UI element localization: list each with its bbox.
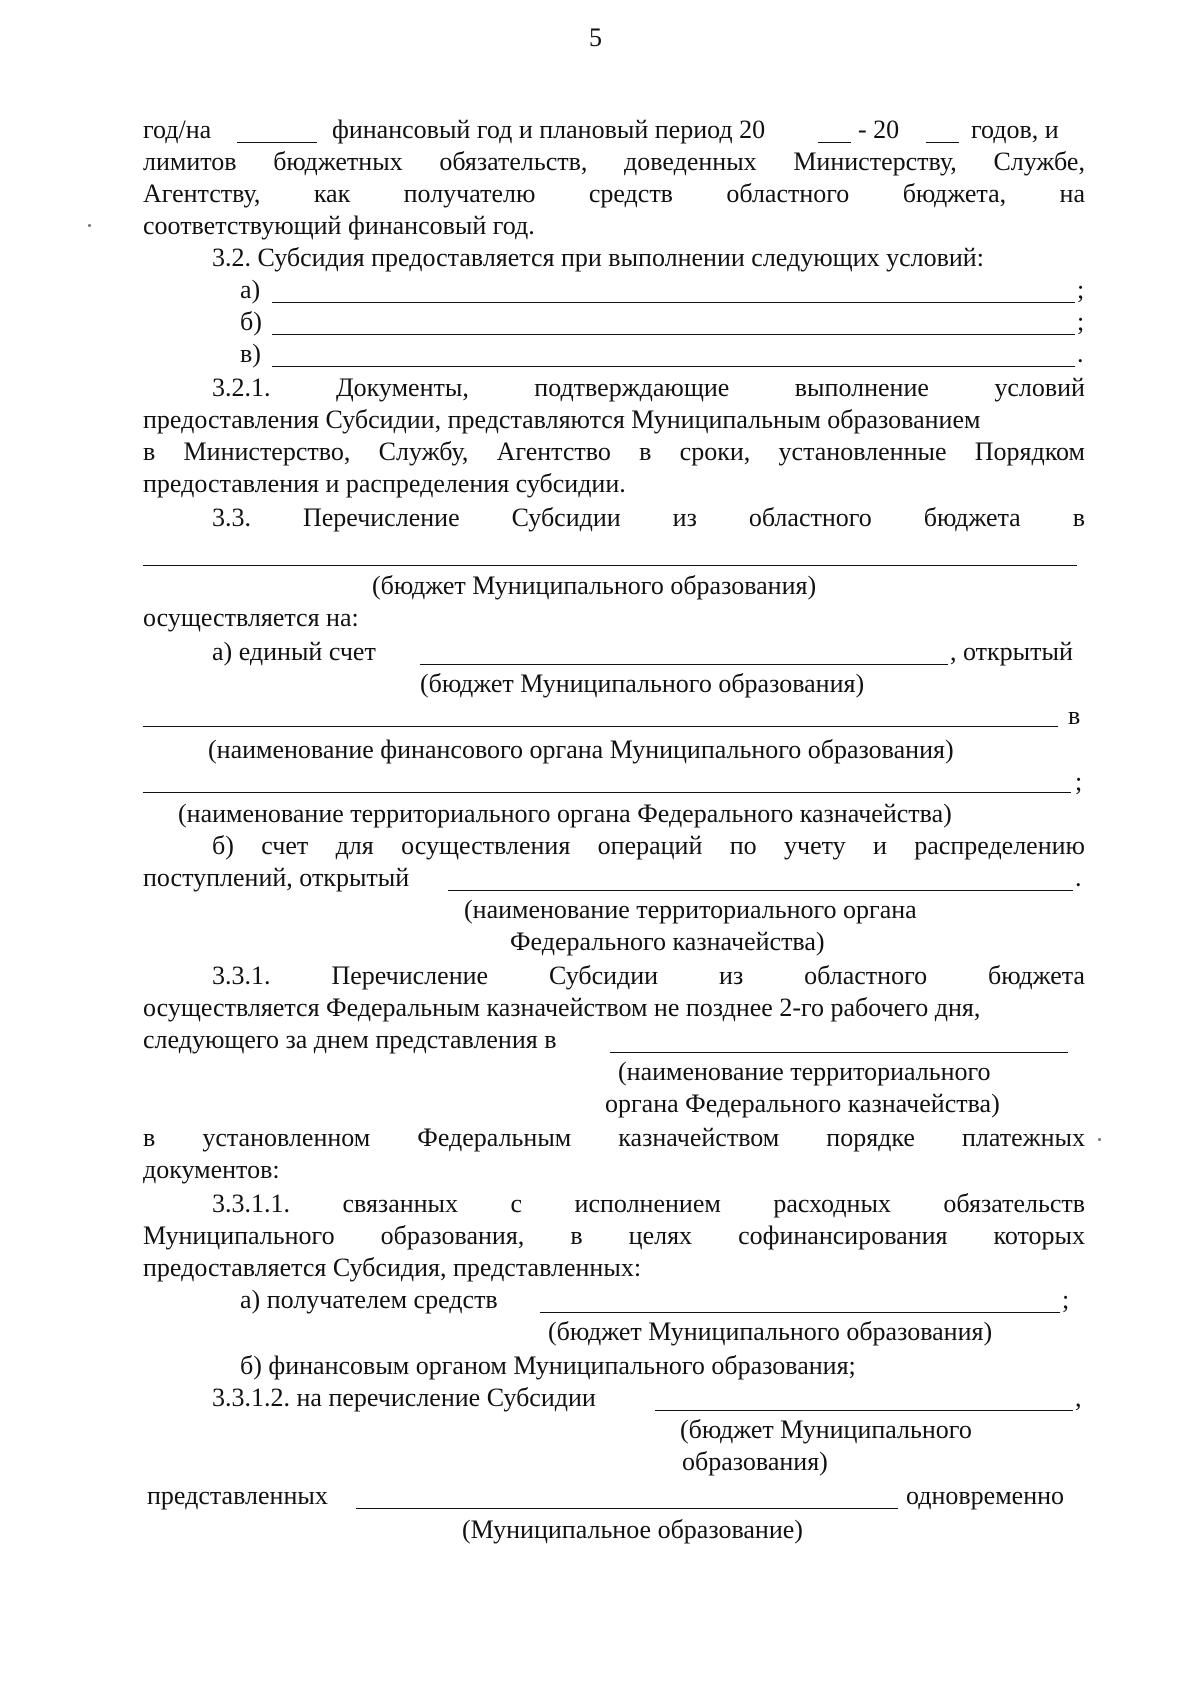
word: которых — [993, 1221, 1085, 1250]
word: бюджета — [923, 503, 1021, 532]
word: доведенных — [624, 147, 757, 176]
field-caption: (бюджет Муниципального образования) — [420, 669, 865, 698]
field-caption: органа Федерального казначейства) — [605, 1089, 1000, 1118]
word: счет — [261, 831, 309, 860]
word: областного — [804, 961, 928, 990]
word: Министерству, — [793, 147, 957, 176]
word: Муниципального — [143, 1221, 335, 1250]
word: Агентство — [496, 437, 611, 466]
text-line: поступлений, открытый — [143, 863, 410, 892]
text-line: а) единый счет — [212, 637, 376, 666]
word: установленные — [778, 437, 947, 466]
text-line: осуществляется на: — [143, 603, 359, 632]
text-line-justified — [212, 1188, 1085, 1220]
word: средств — [588, 179, 673, 208]
word: 3.3. — [212, 503, 251, 532]
word: Перечисление — [302, 503, 460, 532]
word: б) — [212, 831, 234, 860]
field-caption: образования) — [682, 1447, 828, 1476]
field-caption: (Муниципальное образование) — [462, 1515, 803, 1544]
word: распределению — [914, 831, 1085, 860]
fill-blank — [272, 302, 1075, 303]
item-label: а) — [240, 275, 261, 304]
text-line-justified — [143, 436, 1085, 468]
word: Службу, — [378, 437, 469, 466]
fill-blank — [926, 142, 959, 143]
word: платежных — [961, 1123, 1085, 1152]
word: получателю — [403, 179, 536, 208]
word: сроки, — [679, 437, 751, 466]
word: софинансирования — [738, 1221, 948, 1250]
field-caption: (наименование территориального органа — [464, 895, 917, 924]
text-line: год/на — [143, 115, 212, 144]
text-line: представленных — [147, 1481, 328, 1510]
text-line-justified — [143, 1122, 1085, 1154]
item-label: в) — [240, 339, 261, 368]
text-line-justified — [143, 1220, 1085, 1252]
text-line: соответствующий финансовый год. — [143, 211, 535, 240]
word: Службе, — [993, 147, 1085, 176]
word: подтверждающие — [534, 373, 730, 402]
field-caption: Федерального казначейства) — [510, 927, 825, 956]
text-line: б) финансовым органом Муниципального образования; — [240, 1351, 856, 1380]
word: 3.3.1.1. — [212, 1189, 290, 1218]
field-caption: (наименование территориального — [618, 1057, 991, 1086]
fill-blank — [143, 792, 1071, 793]
text-line: документов: — [143, 1155, 280, 1184]
word: 3.2.1. — [212, 373, 271, 402]
item-label: б) — [240, 307, 262, 336]
word: Порядком — [974, 437, 1085, 466]
text-line: осуществляется Федеральным казначейством не позднее 2-го рабочего дня, — [143, 993, 981, 1022]
word: областного — [748, 503, 872, 532]
punct: ; — [1062, 1285, 1070, 1314]
text-line-justified — [143, 178, 1085, 210]
page-number: 5 — [589, 23, 602, 52]
text-line-justified — [212, 502, 1085, 534]
fill-blank — [143, 565, 1077, 566]
word: из — [719, 961, 744, 990]
word: обязательств, — [439, 147, 588, 176]
text-line: в — [1068, 701, 1081, 730]
word: бюджета, — [902, 179, 1007, 208]
text-line-justified — [212, 830, 1085, 862]
word: в — [639, 437, 652, 466]
text-line: - 20 — [858, 115, 900, 144]
fill-blank — [540, 1312, 1060, 1313]
word: Федеральным — [417, 1123, 572, 1152]
word: условий — [994, 373, 1085, 402]
word: в — [1072, 503, 1085, 532]
word: Агентству, — [143, 179, 261, 208]
word: связанных — [342, 1189, 459, 1218]
punct: ; — [1077, 307, 1085, 336]
text-line: а) получателем средств — [240, 1285, 498, 1314]
word: с — [510, 1189, 523, 1218]
word: как — [313, 179, 351, 208]
word: бюджетных — [273, 147, 403, 176]
fill-blank — [448, 890, 1073, 891]
text-line: финансовый год и плановый период 20 — [332, 115, 766, 144]
word: установленном — [202, 1123, 371, 1152]
fill-blank — [237, 142, 317, 143]
scan-speck — [1098, 1138, 1101, 1141]
text-line: одновременно — [906, 1481, 1065, 1510]
text-line: предоставления Субсидии, представляются Муниципальным образованием — [143, 405, 981, 434]
fill-blank — [610, 1052, 1068, 1053]
field-caption: (бюджет Муниципального образования) — [548, 1317, 993, 1346]
word: порядке — [826, 1123, 915, 1152]
fill-blank — [272, 366, 1075, 367]
punct: ; — [1077, 275, 1085, 304]
field-caption: (наименование территориального органа Федерального казначейства) — [178, 799, 952, 828]
punct: . — [1075, 863, 1082, 892]
text-line: следующего за днем представления в — [143, 1025, 557, 1054]
word: 3.3.1. — [212, 961, 271, 990]
text-line-justified — [143, 146, 1085, 178]
punct: ; — [1075, 767, 1083, 796]
word: лимитов — [143, 147, 237, 176]
fill-blank — [420, 664, 948, 665]
fill-blank — [818, 142, 851, 143]
word: казначейством — [618, 1123, 780, 1152]
word: Субсидии — [511, 503, 621, 532]
word: для — [335, 831, 374, 860]
word: бюджета — [988, 961, 1085, 990]
field-caption: (бюджет Муниципального — [680, 1415, 972, 1444]
word: целях — [628, 1221, 693, 1250]
word: исполнением — [574, 1189, 721, 1218]
text-line: предоставляется Субсидия, представленных: — [143, 1253, 642, 1282]
fill-blank — [655, 1410, 1073, 1411]
field-caption: (наименование финансового органа Муниципального образования) — [208, 735, 954, 764]
field-caption: (бюджет Муниципального образования) — [372, 571, 817, 600]
word: осуществления — [401, 831, 571, 860]
text-line-justified — [212, 960, 1085, 992]
word: учету — [784, 831, 846, 860]
word: Субсидии — [549, 961, 659, 990]
word: Перечисление — [331, 961, 489, 990]
text-line-justified — [212, 372, 1085, 404]
word: Документы, — [335, 373, 469, 402]
word: по — [729, 831, 757, 860]
scan-speck — [88, 224, 91, 227]
text-line: 3.2. Субсидия предоставляется при выполнении следующих условий: — [212, 243, 984, 272]
text-line: , открытый — [950, 637, 1073, 666]
word: операций — [597, 831, 703, 860]
word: в — [143, 437, 156, 466]
fill-blank — [272, 334, 1075, 335]
punct: . — [1077, 339, 1084, 368]
word: и — [872, 831, 887, 860]
word: областного — [726, 179, 850, 208]
text-line: 3.3.1.2. на перечисление Субсидии — [212, 1383, 596, 1412]
punct: , — [1075, 1383, 1082, 1412]
fill-blank — [356, 1508, 898, 1509]
word: расходных — [773, 1189, 891, 1218]
word: на — [1059, 179, 1085, 208]
word: выполнение — [794, 373, 929, 402]
text-line: годов, и — [971, 115, 1059, 144]
word: в — [570, 1221, 583, 1250]
fill-blank — [143, 726, 1058, 727]
word: обязательств — [943, 1189, 1085, 1218]
word: Министерство, — [183, 437, 351, 466]
word: из — [672, 503, 697, 532]
text-line: предоставления и распределения субсидии. — [143, 469, 626, 498]
word: образования, — [380, 1221, 525, 1250]
word: в — [143, 1123, 156, 1152]
